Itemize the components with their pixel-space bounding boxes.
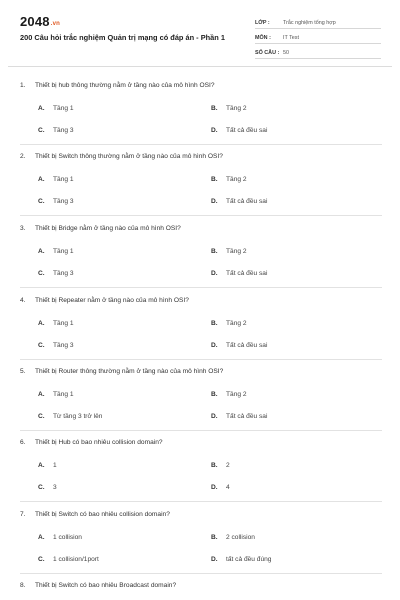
option-a[interactable]: A. Tầng 1 (38, 320, 74, 327)
header-divider (8, 66, 392, 67)
meta-subject-value: IT Test (283, 35, 299, 41)
option-c[interactable]: C. 3 (38, 484, 57, 491)
option-c[interactable]: C. Tầng 3 (38, 127, 74, 134)
option-d[interactable]: D. Tất cả đều sai (211, 127, 268, 134)
option-a[interactable]: A. Tầng 1 (38, 176, 74, 183)
option-b[interactable]: B. 2 (211, 462, 230, 469)
option-a[interactable]: A. 1 (38, 462, 57, 469)
question-text: 2. Thiết bị Switch thông thường nằm ở tầng nào của mô hình OSI? (20, 153, 223, 160)
meta-count-label: SỐ CÂU : (255, 50, 280, 56)
meta-count-row (255, 44, 381, 59)
option-c[interactable]: C. Từ tầng 3 trở lên (38, 413, 103, 420)
question-divider (20, 144, 382, 145)
option-d[interactable]: D. tất cả đều đúng (211, 556, 272, 563)
option-a[interactable]: A. Tầng 1 (38, 105, 74, 112)
question-divider (20, 430, 382, 431)
option-d[interactable]: D. 4 (211, 484, 230, 491)
option-c[interactable]: C. Tầng 3 (38, 270, 74, 277)
option-d[interactable]: D. Tất cả đều sai (211, 270, 268, 277)
page-title: 200 Câu hỏi trắc nghiệm Quản trị mạng có đáp án - Phần 1 (20, 33, 225, 42)
option-b[interactable]: B. 2 collision (211, 534, 255, 541)
option-b[interactable]: B. Tầng 2 (211, 176, 247, 183)
question-divider (20, 501, 382, 502)
meta-subject-row (255, 29, 381, 44)
question-divider (20, 287, 382, 288)
option-a[interactable]: A. 1 collision (38, 534, 82, 541)
question-divider (20, 359, 382, 360)
option-b[interactable]: B. Tầng 2 (211, 105, 247, 112)
option-c[interactable]: C. Tầng 3 (38, 342, 74, 349)
meta-class-row (255, 14, 381, 29)
option-b[interactable]: B. Tầng 2 (211, 320, 247, 327)
meta-subject-label: MÔN : (255, 35, 271, 41)
document-meta (255, 14, 381, 59)
question-divider (20, 215, 382, 216)
option-b[interactable]: B. Tầng 2 (211, 248, 247, 255)
option-a[interactable]: A. Tầng 1 (38, 248, 74, 255)
question-divider (20, 573, 382, 574)
question-text: 7. Thiết bị Switch có bao nhiêu collision domain? (20, 511, 170, 518)
question-text: 5. Thiết bị Router thông thường nằm ở tầng nào của mô hình OSI? (20, 368, 224, 375)
option-d[interactable]: D. Tất cả đều sai (211, 198, 268, 205)
meta-class-value: Trắc nghiệm tổng hợp (283, 20, 336, 26)
option-a[interactable]: A. Tầng 1 (38, 391, 74, 398)
option-b[interactable]: B. Tầng 2 (211, 391, 247, 398)
option-d[interactable]: D. Tất cả đều sai (211, 413, 268, 420)
question-text: 6. Thiết bị Hub có bao nhiêu collision domain? (20, 439, 163, 446)
question-text: 8. Thiết bị Switch có bao nhiêu Broadcast domain? (20, 582, 177, 589)
meta-class-label: LỚP : (255, 20, 270, 26)
question-text: 1. Thiết bị hub thông thường nằm ở tầng nào của mô hình OSI? (20, 82, 215, 89)
option-c[interactable]: C. 1 collision/1port (38, 556, 99, 563)
question-text: 4. Thiết bị Repeater nằm ở tầng nào của mô hình OSI? (20, 297, 189, 304)
question-text: 3. Thiết bị Bridge nằm ở tầng nào của mô hình OSI? (20, 225, 181, 232)
meta-count-value: 50 (283, 50, 289, 56)
option-c[interactable]: C. Tầng 3 (38, 198, 74, 205)
option-d[interactable]: D. Tất cả đều sai (211, 342, 268, 349)
site-logo[interactable]: 2048.vn (20, 14, 61, 29)
